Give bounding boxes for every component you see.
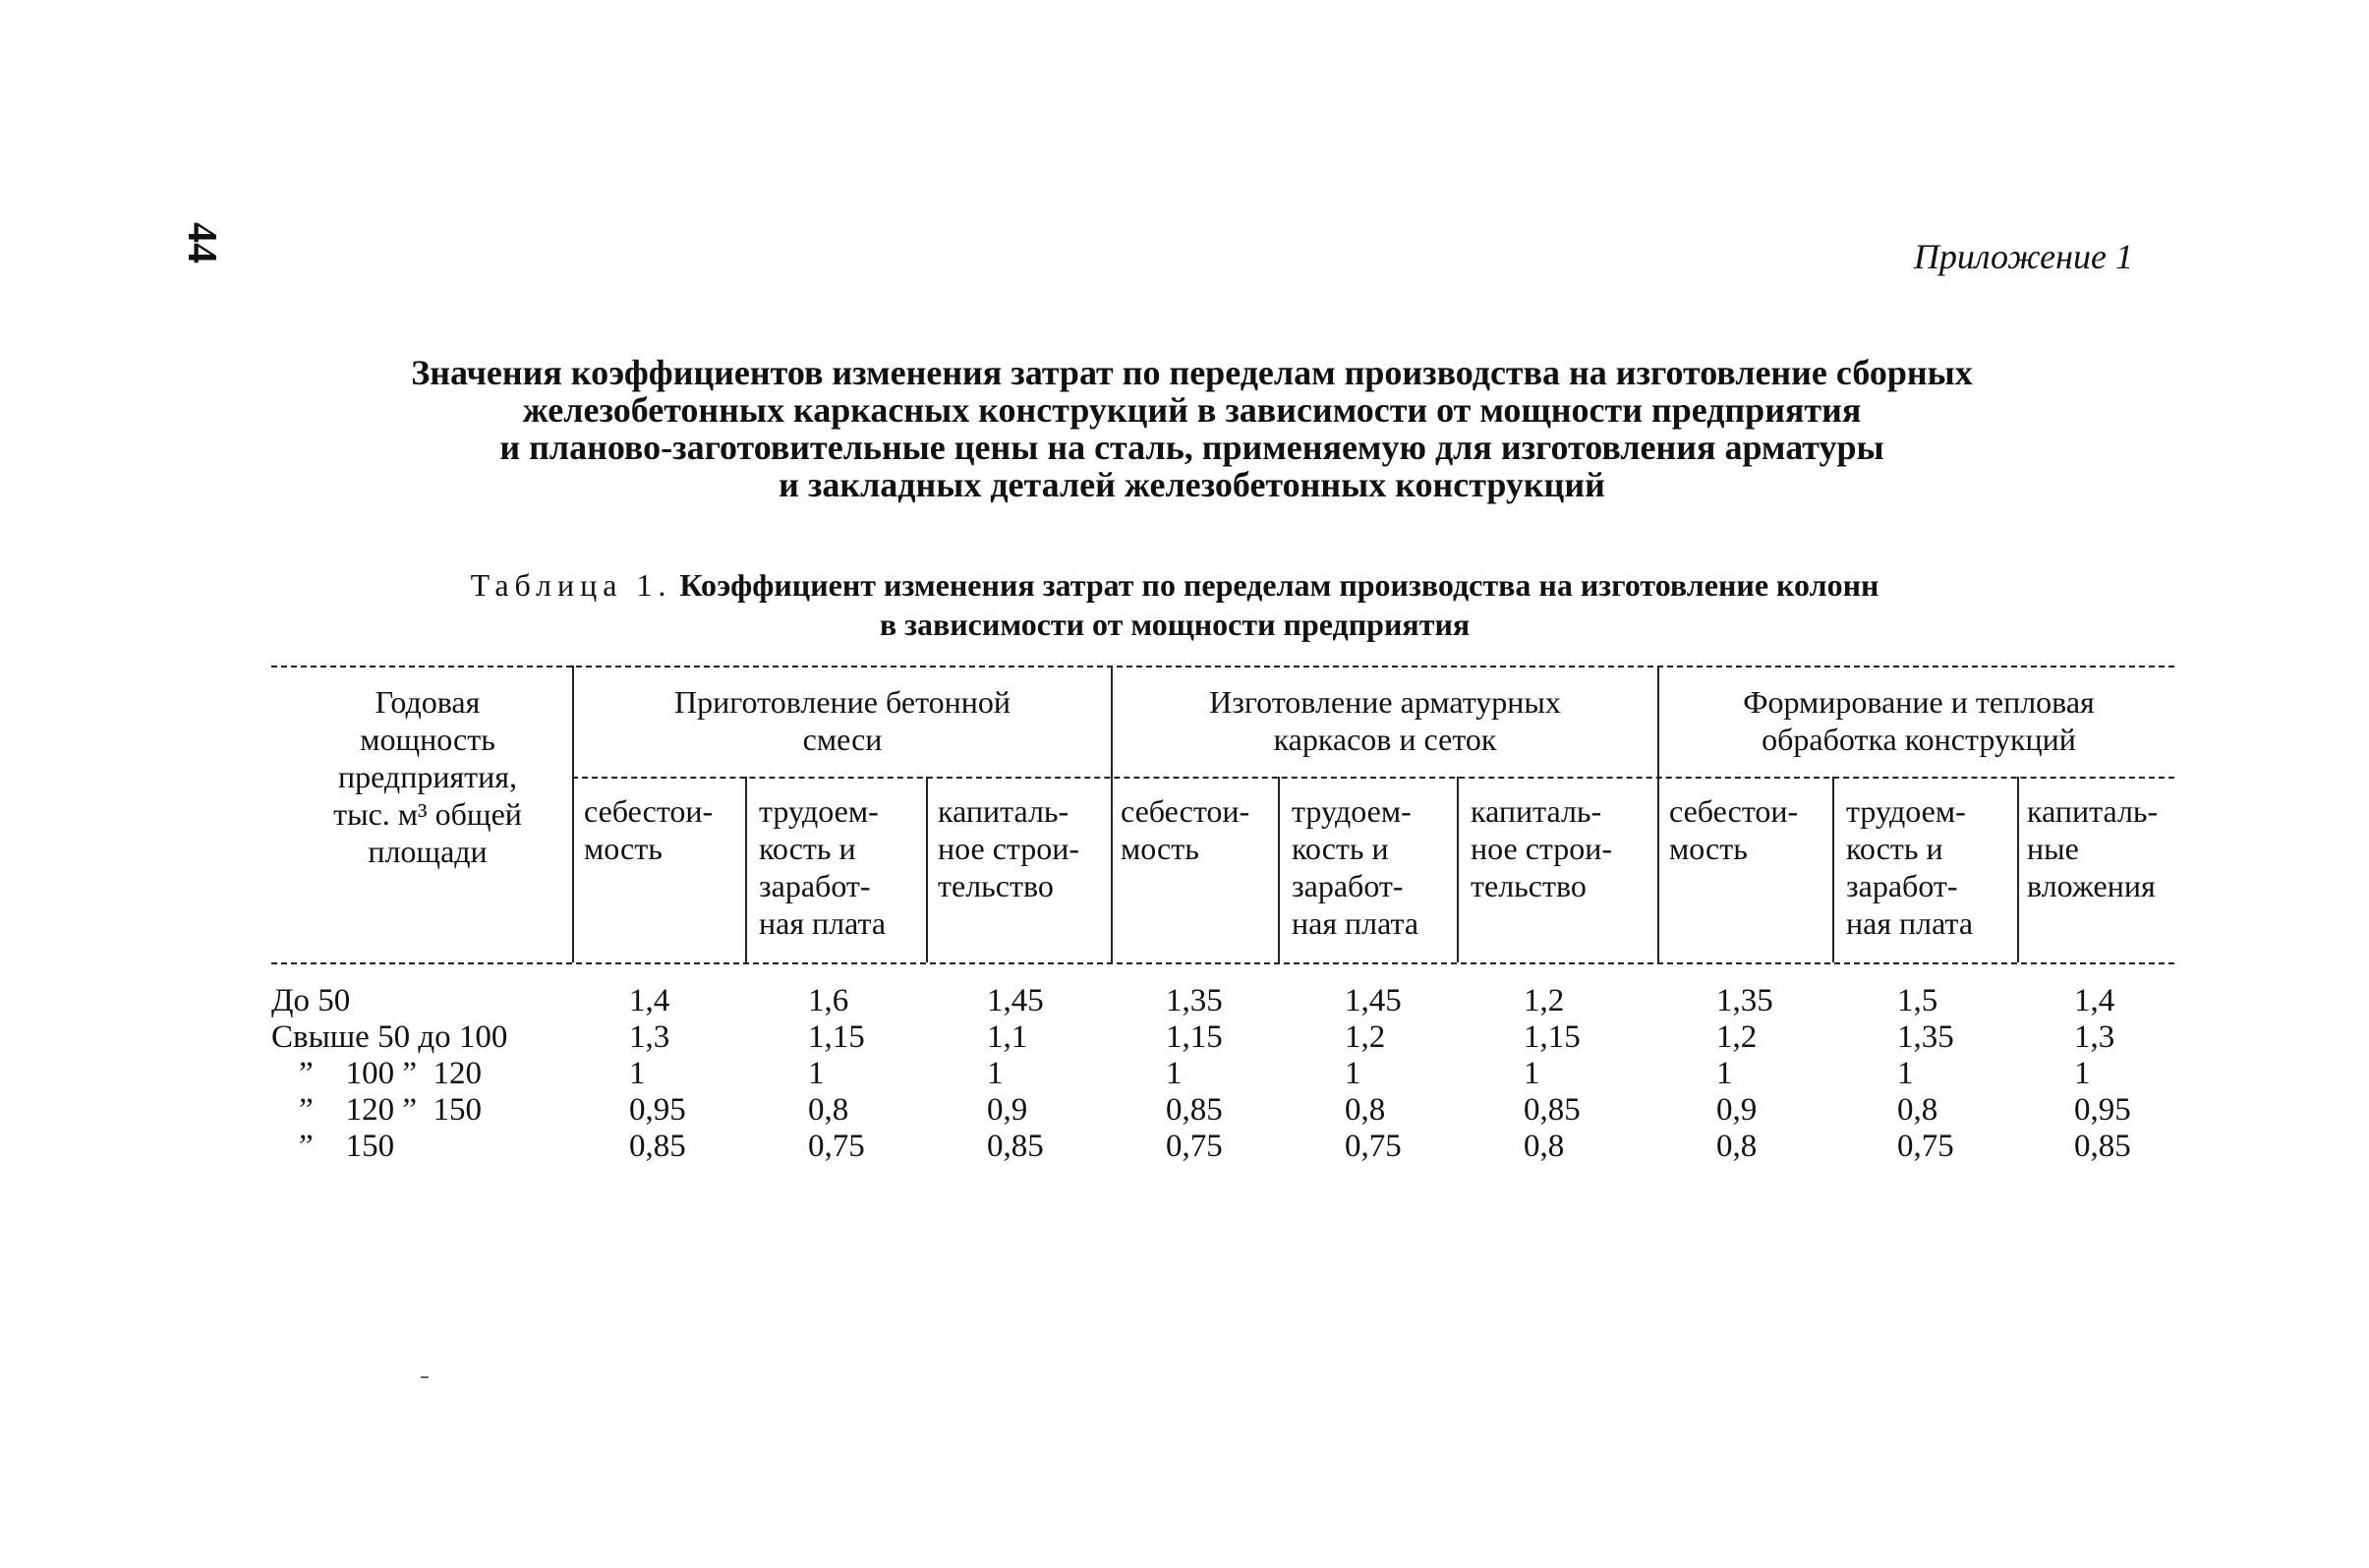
- table-cell: 1: [2074, 1056, 2091, 1091]
- table-caption: [295, 565, 2054, 644]
- table-cell: 1: [1524, 1056, 1540, 1091]
- table-cell: 1,6: [808, 983, 849, 1018]
- table-cell: 1: [1166, 1056, 1183, 1091]
- table-cell: 1,2: [1716, 1019, 1758, 1055]
- table-caption-line: в зависимости от мощности предприятия: [879, 607, 1471, 642]
- table-cell: 1: [1716, 1056, 1733, 1091]
- table-subheader-rule: [572, 777, 2174, 779]
- table-column-rule: [1457, 777, 1459, 962]
- table-cell: 0,8: [1716, 1129, 1758, 1164]
- table-cell: 0,75: [808, 1129, 865, 1164]
- row-label: До 50: [271, 983, 351, 1018]
- table-cell: 1: [1345, 1056, 1361, 1091]
- table-label: Таблица 1.: [470, 567, 672, 603]
- table-cell: 1,15: [808, 1019, 865, 1055]
- subheader-cell: капиталь- ные вложения: [2027, 793, 2159, 903]
- table-cell: 0,85: [629, 1129, 686, 1164]
- row-label: ” 150: [299, 1129, 395, 1164]
- group-header: Формирование и тепловая обработка конструкций: [1743, 684, 2095, 757]
- page-number: 44: [179, 222, 224, 263]
- table-cell: 0,85: [1524, 1092, 1581, 1128]
- table-top-rule: [271, 666, 2174, 668]
- main-title-line: и планово-заготовительные цены на сталь, применяемую для изготовления арматуры: [499, 428, 1884, 467]
- table-cell: 1,45: [987, 983, 1044, 1018]
- table-cell: 0,75: [1345, 1129, 1402, 1164]
- row-header-line: тыс. м³ общей: [333, 796, 522, 832]
- table-cell: 1,3: [629, 1019, 670, 1055]
- row-label: ” 120 ” 150: [299, 1092, 483, 1128]
- subheader-cell: себестои- мость: [1669, 793, 1799, 866]
- table-cell: 1,35: [1716, 983, 1773, 1018]
- table-cell: 1,35: [1897, 1019, 1954, 1055]
- table-cell: 0,9: [987, 1092, 1028, 1128]
- subheader-cell: капиталь- ное строи- тельство: [1471, 793, 1613, 903]
- table-cell: 1,2: [1524, 983, 1565, 1018]
- table-column-rule: [745, 777, 747, 962]
- main-title-line: Значения коэффициентов изменения затрат по переделам производства на изготовление сборных: [411, 353, 1973, 392]
- table-cell: 0,8: [1524, 1129, 1565, 1164]
- row-header-line: площади: [368, 834, 488, 869]
- table-cell: 0,8: [1345, 1092, 1386, 1128]
- row-header-cell: [285, 683, 570, 870]
- table-caption-line: Коэффициент изменения затрат по переделам производства на изготовление колонн: [679, 567, 1879, 603]
- row-header-line: предприятия,: [338, 759, 517, 794]
- table-column-rule: [1278, 777, 1280, 962]
- table-cell: 1,1: [987, 1019, 1028, 1055]
- main-title: [246, 354, 2138, 503]
- table-column-rule: [926, 777, 928, 962]
- subheader-cell: трудоем- кость и заработ- ная плата: [1292, 793, 1419, 941]
- table-cell: 1,3: [2074, 1019, 2115, 1055]
- table-cell: 1,45: [1345, 983, 1402, 1018]
- subheader-cell: себестои- мость: [584, 793, 714, 866]
- table-cell: 0,85: [987, 1129, 1044, 1164]
- subheader-cell: трудоем- кость и заработ- ная плата: [1846, 793, 1974, 941]
- table-cell: 1: [808, 1056, 825, 1091]
- table-cell: 0,8: [808, 1092, 849, 1128]
- table-column-rule: [1832, 777, 1834, 962]
- table-cell: 1,4: [2074, 983, 2115, 1018]
- table-cell: 1,15: [1524, 1019, 1581, 1055]
- main-title-line: железобетонных каркасных конструкций в зависимости от мощности предприятия: [522, 390, 1862, 430]
- table-cell: 0,85: [1166, 1092, 1223, 1128]
- table-cell: 1,35: [1166, 983, 1223, 1018]
- group-header: Изготовление арматурных каркасов и сеток: [1209, 684, 1561, 757]
- table-cell: 1: [987, 1056, 1004, 1091]
- subheader-cell: капиталь- ное строи- тельство: [938, 793, 1080, 903]
- table-cell: 1,15: [1166, 1019, 1223, 1055]
- group-header: Приготовление бетонной смеси: [673, 684, 1011, 757]
- table-cell: 1: [629, 1056, 646, 1091]
- appendix-label: Приложение 1: [1913, 237, 2133, 276]
- subheader-cell: трудоем- кость и заработ- ная плата: [759, 793, 887, 941]
- table-cell: 0,9: [1716, 1092, 1758, 1128]
- table-cell: 1,4: [629, 983, 670, 1018]
- table-cell: 0,75: [1166, 1129, 1223, 1164]
- row-header-line: мощность: [360, 722, 495, 757]
- row-header-line: Годовая: [375, 684, 481, 720]
- table-cell: 1,2: [1345, 1019, 1386, 1055]
- table-cell: 0,8: [1897, 1092, 1938, 1128]
- table-cell: 1,5: [1897, 983, 1938, 1018]
- table-cell: 1: [1897, 1056, 1914, 1091]
- table-header-bottom-rule: [271, 962, 2174, 964]
- scan-mark: [421, 1376, 429, 1378]
- table-column-rule: [2017, 777, 2019, 962]
- table-cell: 0,85: [2074, 1129, 2131, 1164]
- row-label: Свыше 50 до 100: [271, 1019, 508, 1055]
- subheader-cell: себестои- мость: [1121, 793, 1250, 866]
- table-cell: 0,95: [629, 1092, 686, 1128]
- table-cell: 0,95: [2074, 1092, 2131, 1128]
- row-label: ” 100 ” 120: [299, 1056, 483, 1091]
- table-cell: 0,75: [1897, 1129, 1954, 1164]
- main-title-line: и закладных деталей железобетонных конструкций: [779, 465, 1605, 504]
